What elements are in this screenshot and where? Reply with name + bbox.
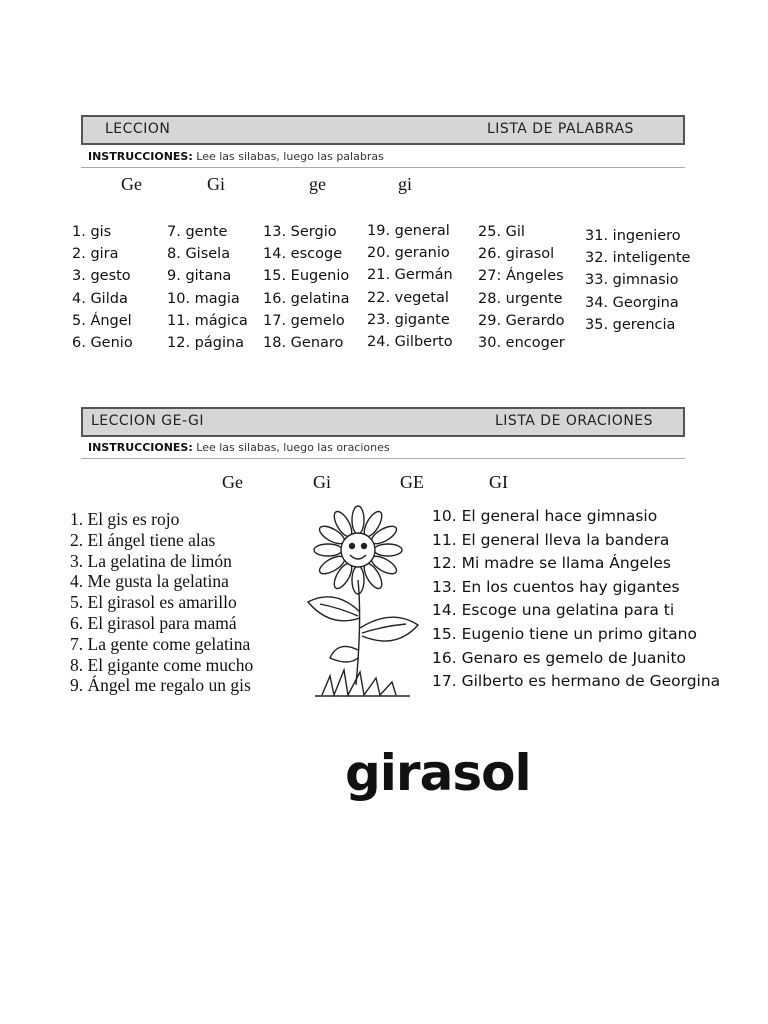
sentence-item: 2. El ángel tiene alas bbox=[70, 529, 216, 550]
divider bbox=[81, 458, 685, 459]
sentence-list-left bbox=[70, 509, 253, 696]
word-item: 25. Gil bbox=[478, 224, 525, 240]
instructions-words bbox=[88, 150, 384, 163]
word-item: 1. gis bbox=[72, 224, 112, 240]
word-column-5 bbox=[478, 221, 565, 354]
word-item: 15. Eugenio bbox=[263, 268, 350, 285]
sentence-item: 4. Me gusta la gelatina bbox=[70, 571, 229, 592]
word-item: 31. ingeniero bbox=[585, 228, 681, 244]
instructions-text: Lee las silabas, luego las palabras bbox=[196, 150, 384, 163]
word-column-4 bbox=[367, 220, 453, 353]
word-column-2 bbox=[167, 221, 248, 354]
syllable: gi bbox=[398, 174, 413, 194]
word-item: 20. geranio bbox=[367, 245, 450, 262]
lesson-label: LECCION GE-GI bbox=[91, 413, 205, 429]
word-item: 5. Ángel bbox=[72, 312, 132, 329]
sentence-item: 17. Gilberto es hermano de Georgina bbox=[432, 672, 721, 691]
word-item: 6. Genio bbox=[72, 335, 133, 352]
word-item: 27: Ángeles bbox=[478, 268, 564, 285]
instructions-sentences bbox=[88, 441, 390, 454]
sunflower-illustration bbox=[300, 500, 425, 700]
sentence-item: 5. El girasol es amarillo bbox=[70, 592, 237, 613]
list-title: LISTA DE PALABRAS bbox=[487, 121, 634, 137]
word-item: 4. Gilda bbox=[72, 290, 128, 307]
sentence-item: 13. En los cuentos hay gigantes bbox=[432, 577, 680, 596]
sentence-item: 6. El girasol para mamá bbox=[70, 612, 237, 633]
sentence-item: 3. La gelatina de limón bbox=[70, 550, 232, 571]
word-item: 7. gente bbox=[167, 224, 228, 240]
list-title: LISTA DE ORACIONES bbox=[495, 413, 654, 429]
word-column-1 bbox=[72, 221, 133, 354]
word-item: 26. girasol bbox=[478, 246, 555, 263]
word-item: 8. Gisela bbox=[167, 246, 231, 263]
sentence-item: 7. La gente come gelatina bbox=[70, 633, 251, 654]
syllable: GE bbox=[400, 472, 424, 492]
word-item: 22. vegetal bbox=[367, 289, 449, 306]
syllable: Gi bbox=[313, 472, 331, 492]
word-item: 17. gemelo bbox=[263, 312, 345, 329]
word-item: 19. general bbox=[367, 223, 450, 239]
sentence-item: 11. El general lleva la bandera bbox=[432, 530, 670, 549]
word-item: 32. inteligente bbox=[585, 250, 691, 267]
sentence-item: 9. Ángel me regalo un gis bbox=[70, 675, 251, 696]
word-item: 2. gira bbox=[72, 246, 119, 263]
sentence-item: 12. Mi madre se llama Ángeles bbox=[432, 554, 672, 573]
word-item: 13. Sergio bbox=[263, 224, 337, 240]
word-item: 28. urgente bbox=[478, 290, 563, 307]
lesson-label: LECCION bbox=[105, 121, 171, 137]
word-column-3 bbox=[263, 221, 350, 354]
sentence-item: 15. Eugenio tiene un primo gitano bbox=[432, 624, 697, 643]
word-item: 21. Germán bbox=[367, 267, 453, 284]
word-item: 16. gelatina bbox=[263, 290, 350, 307]
word-item: 10. magia bbox=[167, 290, 240, 307]
syllable: GI bbox=[489, 472, 508, 492]
syllable: Gi bbox=[207, 174, 225, 194]
lesson-header-bar-sentences bbox=[81, 407, 685, 437]
word-item: 33. gimnasio bbox=[585, 272, 679, 289]
word-item: 30. encoger bbox=[478, 335, 565, 352]
instructions-label: INSTRUCCIONES: bbox=[88, 441, 193, 454]
sentence-item: 8. El gigante come mucho bbox=[70, 654, 254, 675]
word-item: 35. gerencia bbox=[585, 316, 676, 333]
syllable: ge bbox=[309, 174, 326, 194]
sentence-item: 1. El gis es rojo bbox=[70, 509, 180, 529]
instructions-text: Lee las silabas, luego las oraciones bbox=[196, 441, 390, 454]
word-item: 34. Georgina bbox=[585, 294, 679, 311]
word-item: 24. Gilberto bbox=[367, 334, 453, 351]
word-item: 12. página bbox=[167, 335, 245, 352]
word-item: 18. Genaro bbox=[263, 335, 344, 352]
word-item: 9. gitana bbox=[167, 268, 232, 285]
lesson-header-bar-words bbox=[81, 115, 685, 145]
sentence-item: 10. El general hace gimnasio bbox=[432, 507, 658, 525]
divider bbox=[81, 167, 685, 168]
syllable: Ge bbox=[222, 472, 243, 492]
word-item: 11. mágica bbox=[167, 312, 248, 329]
girasol-caption: girasol bbox=[345, 744, 531, 802]
sentence-list-right bbox=[432, 505, 720, 694]
sentence-item: 16. Genaro es gemelo de Juanito bbox=[432, 648, 687, 667]
word-item: 3. gesto bbox=[72, 268, 131, 285]
word-item: 14. escoge bbox=[263, 246, 343, 263]
instructions-label: INSTRUCCIONES: bbox=[88, 150, 193, 163]
word-item: 23. gigante bbox=[367, 311, 450, 328]
word-item: 29. Gerardo bbox=[478, 312, 565, 329]
sentence-item: 14. Escoge una gelatina para ti bbox=[432, 601, 675, 620]
word-column-6 bbox=[585, 225, 690, 336]
syllable: Ge bbox=[121, 174, 142, 194]
